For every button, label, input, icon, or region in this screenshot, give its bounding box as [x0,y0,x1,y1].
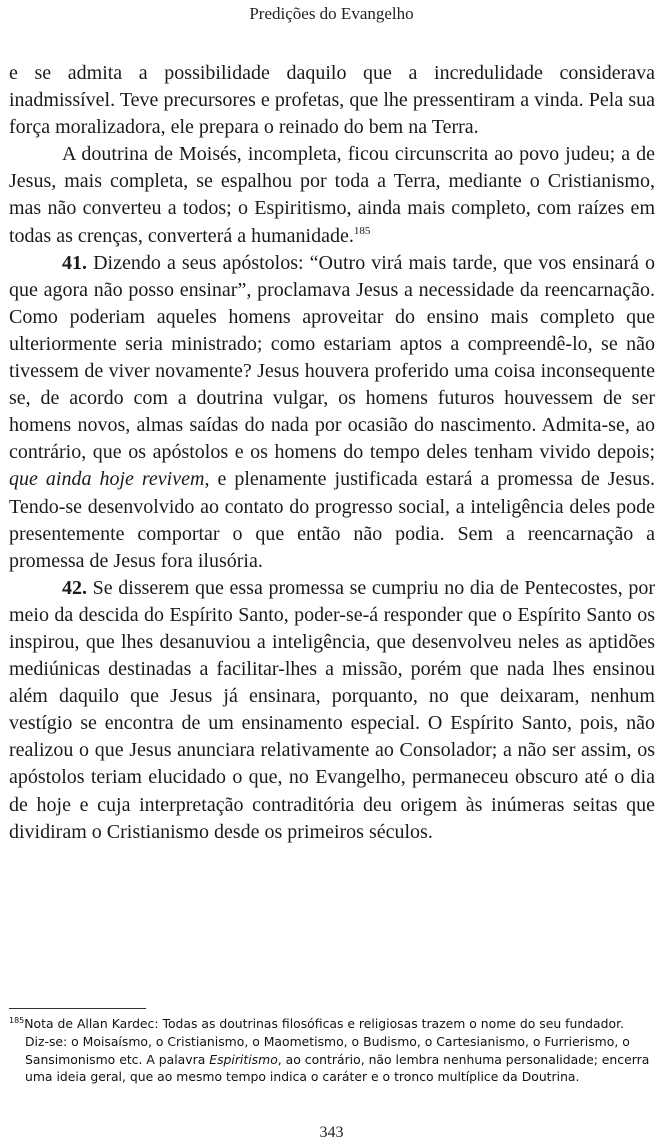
paragraph-41-text-b: , e plenamente justificada estará a promessa de Jesus. Tendo-se desenvolvido ao contato do progresso social, a inteligência deles pode presentemente comportar o que então não podia. Sem a reencarnação a promessa de Jesus fora ilusória. [9,468,655,572]
footnote-line-4: uma ideia geral, que ao mesmo tempo indica o caráter e o tronco multíplice da Doutrina. [25,1069,580,1085]
footnote-number: 185 [9,1016,25,1025]
footnote-line-3-italic: Espiritismo [209,1051,278,1067]
paragraph-41 [9,250,655,575]
paragraph-42 [9,575,655,846]
body-text [9,60,655,846]
footnote-line-3 [9,1051,655,1069]
paragraph-41-italic: que ainda hoje revivem [9,468,205,491]
running-head: Predições do Evangelho [249,4,414,23]
paragraph-number-42: 42. [62,576,87,599]
paragraph-41-text-a: Dizendo a seus apóstolos: “Outro virá mais tarde, que vos ensinará o que agora não posso ensinar”, proclamava Jesus a necessidade da reencarnação. Como poderiam aqueles homens aproveitar do ensino mais completo que ulteriormente seria ministrado; como estariam aptos a compreendê-lo, se não tivessem de viver novamente? Jesus houvera proferido uma coisa inconsequente se, de acordo com a doutrina vulgar, os homens futuros houvessem de ser homens novos, almas saídas do nada por ocasião do nascimento. Admita-se, ao contrário, que os apóstolos e os homens do tempo deles tenham vivido depois; [9,251,655,464]
footnote-line-3-text-a: Sansimonismo etc. A palavra [25,1051,210,1067]
footnote-line-1 [9,1015,655,1033]
paragraph-1-text: e se admita a possibilidade daquilo que a incredulidade considerava inadmissível. Teve precursores e profetas, que lhe pressentiram a vinda. Pela sua força moralizadora, ele prepara o reinado do bem na Terra. [9,62,655,139]
footnote [9,1015,655,1086]
paragraph-2-text: A doutrina de Moisés, incompleta, ficou circunscrita ao povo judeu; a de Jesus, mais completa, se espalhou por toda a Terra, mediante o Cristianismo, mas não converteu a todos; o Espiritismo, ainda mais completo, com raízes em todas as crenças, converterá a humanidade. [9,143,655,247]
footnote-divider [9,1008,146,1009]
page-number: 343 [319,1124,344,1141]
paragraph-2 [9,141,655,249]
footnote-reference[interactable]: 185 [353,224,371,237]
paragraph-1 [9,60,655,141]
paragraph-42-text: Se disserem que essa promessa se cumpriu no dia de Pentecostes, por meio da descida do Espírito Santo, poder-se-á responder que o Espírito Santo os inspirou, que lhes desanuviou a inteligência, que desenvolveu neles as aptidões mediúnicas destinadas a facilitar-lhes a missão, porém que nada lhes ensinou além daquilo que Jesus já ensinara, porquanto, no que deixaram, nenhum vestígio se encontra de um ensinamento especial. O Espírito Santo, pois, não realizou o que Jesus anunciara relativamente ao Consolador; a não ser assim, os apóstolos teriam elucidado o que, no Evangelho, permaneceu obscuro até o dia de hoje e cuja interpretação contraditória deu origem às inúmeras seitas que dividiram o Cristianismo desde os primeiros séculos. [9,576,655,843]
footnote-line-3-text-b: , ao contrário, não lembra nenhuma personalidade; encerra [277,1051,650,1067]
footnote-line-2: Diz-se: o Moisaísmo, o Cristianismo, o Maometismo, o Budismo, o Cartesianismo, o Furrierismo, o [25,1033,630,1049]
footnote-line-1-text: Nota de Allan Kardec: Todas as doutrinas filosóficas e religiosas trazem o nome do seu fundador. [24,1016,624,1031]
paragraph-number-41: 41. [62,251,87,274]
